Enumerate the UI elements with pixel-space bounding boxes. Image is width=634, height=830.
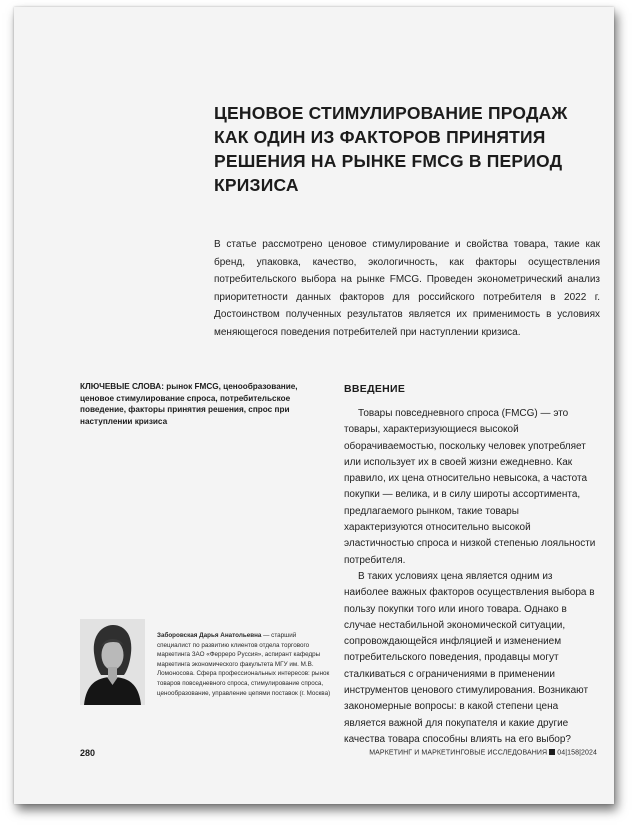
author-info: [157, 631, 331, 698]
journal-issue: 04|158|2024: [557, 749, 597, 757]
body-paragraph-1: Товары повседневного спроса (FMCG) — это товары, характеризующиеся высокой оборачиваемостью, поскольку человек употребляет или использует их в своей жизни ежедневно. Как правило, их цена относительно невысока, а частота покупки — велика, и в силу широты ассортимента, предлагаемого рынком, такие товары характеризуются относительно высокой эластичностью спроса и низкой степенью лояльности потребителя.: [344, 408, 596, 566]
body-paragraph-2: В таких условиях цена является одним из наиболее важных факторов осуществления выбора в пользу покупки того или иного товара. Однако в случае нестабильной экономической ситуации, сопровождающейся инфляцией и изменением потребительского поведения, продавцы могут сталкиваться с ограничениями в применении инструментов ценового стимулирования. Возникают закономерные вопросы: в какой степени цена является важной для покупателя и какие другие качества товара способны влиять на его выбор?: [344, 570, 595, 745]
section-title-introduction: ВВЕДЕНИЕ: [344, 383, 406, 395]
author-bio: — старший специалист по развитию клиентов отдела торгового маркетинга ЗАО «Ферреро Руссия», аспирант кафедры маркетинга экономического факультета МГУ им. М.В. Ломоносова. Сфера профессиональных интересов: рынок товаров повседневного спроса, стимулирование спроса, ценообразование, управление цепями поставок (г. Москва): [157, 632, 331, 697]
keywords-text: рынок FMCG, ценообразование, ценовое стимулирование спроса, потребительское поведение, факторы принятия решения, спрос при наступлении кризиса: [80, 382, 298, 426]
keywords-label: КЛЮЧЕВЫЕ СЛОВА:: [80, 382, 164, 391]
square-icon: [549, 749, 555, 755]
author-photo: [80, 619, 145, 705]
author-name: Заборовская Дарья Анатольевна: [157, 632, 262, 639]
article-abstract: В статье рассмотрено ценовое стимулирование и свойства товара, такие как бренд, упаковка, качество, экологичность, как факторы осуществления потребительского выбора на рынке FMCG. Проведен эконометрический анализ приоритетности данных факторов для российского потребителя в 2022 г. Достоинством полученных результатов является их применимость в условиях меняющегося поведения потребителей при наступлении кризиса.: [214, 239, 600, 338]
journal-title: МАРКЕТИНГ И МАРКЕТИНГОВЫЕ ИССЛЕДОВАНИЯ: [369, 749, 548, 757]
keywords-block: [80, 381, 330, 427]
introduction-body: [344, 406, 597, 748]
page-number: 280: [80, 748, 96, 758]
article-title: ЦЕНОВОЕ СТИМУЛИРОВАНИЕ ПРОДАЖ КАК ОДИН ИЗ ФАКТОРОВ ПРИНЯТИЯ РЕШЕНИЯ НА РЫНКЕ FMCG В ПЕРИОД КРИЗИСА: [214, 103, 568, 195]
journal-page: [14, 7, 614, 804]
journal-footer: [369, 749, 597, 757]
